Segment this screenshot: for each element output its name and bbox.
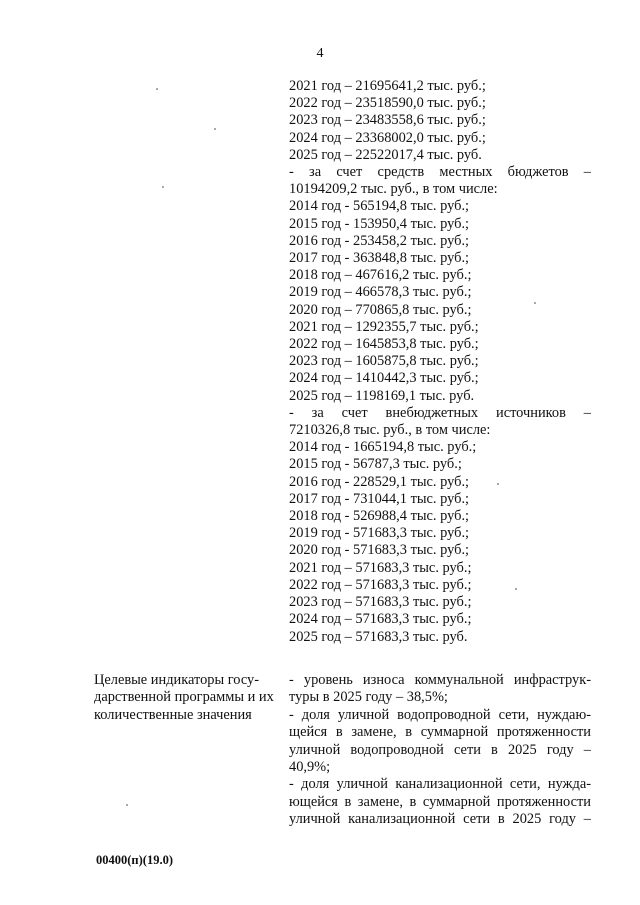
local-budget-year: 2022 год – 1645853,8 тыс. руб.; (289, 336, 479, 353)
indicator-line: 40,9%; (289, 759, 331, 776)
indicators-label-line: Целевые индикаторы госу- (94, 672, 260, 688)
document-code: 00400(п)(19.0) (96, 853, 173, 867)
funding-breakdown (289, 78, 591, 646)
funding-line: 2023 год – 23483558,6 тыс. руб.; (289, 112, 486, 129)
indicators-values (289, 672, 591, 829)
local-budget-year: 2017 год - 363848,8 тыс. руб.; (289, 250, 470, 267)
local-budget-year: 2020 год – 770865,8 тыс. руб.; (289, 301, 472, 318)
indicator-line: туры в 2025 году – 38,5%; (289, 689, 448, 706)
indicators-label-line: количественные значения (94, 706, 252, 723)
local-budget-year: 2019 год – 466578,3 тыс. руб.; (289, 284, 472, 301)
indicator-line: уличной канализационной сети в 2025 году – (289, 811, 591, 828)
funding-line: 2024 год – 23368002,0 тыс. руб.; (289, 129, 486, 146)
indicator-line: щейся в замене, в суммарной протяженности (289, 724, 591, 741)
indicator-line: - доля уличной канализационной сети, нужда- (289, 776, 591, 793)
extrabudgetary-year: 2018 год - 526988,4 тыс. руб.; (289, 508, 470, 525)
local-budget-year: 2025 год – 1198169,1 тыс. руб. (289, 387, 475, 404)
page-number: 4 (316, 46, 324, 61)
local-budgets-heading: - за счет средств местных бюджетов – (289, 164, 591, 181)
indicators-label-line: дарственной программы и их (94, 689, 274, 706)
extrabudgetary-heading: - за счет внебюджетных источников – (289, 404, 591, 421)
indicator-line: - доля уличной водопроводной сети, нуждаю- (289, 706, 591, 723)
extrabudgetary-year: 2020 год - 571683,3 тыс. руб.; (289, 542, 470, 559)
funding-line: 2025 год – 22522017,4 тыс. руб. (289, 146, 482, 163)
scan-speck (515, 588, 517, 590)
local-budget-year: 2024 год – 1410442,3 тыс. руб.; (289, 370, 479, 387)
local-budget-year: 2021 год – 1292355,7 тыс. руб.; (289, 318, 479, 335)
extrabudgetary-total: 7210326,8 тыс. руб., в том числе: (289, 422, 491, 439)
funding-line: 2022 год – 23518590,0 тыс. руб.; (289, 95, 486, 112)
indicator-line: ющейся в замене, в суммарной протяженности (289, 793, 591, 810)
extrabudgetary-year: 2014 год - 1665194,8 тыс. руб.; (289, 439, 477, 456)
extrabudgetary-year: 2019 год - 571683,3 тыс. руб.; (289, 525, 470, 542)
indicator-line: - уровень износа коммунальной инфраструк- (289, 672, 591, 688)
funding-line: 2021 год – 21695641,2 тыс. руб.; (289, 78, 486, 94)
local-budget-year: 2018 год – 467616,2 тыс. руб.; (289, 267, 472, 284)
extrabudgetary-year: 2015 год - 56787,3 тыс. руб.; (289, 456, 462, 473)
local-budget-year: 2014 год - 565194,8 тыс. руб.; (289, 198, 470, 215)
scan-speck (534, 302, 536, 304)
local-budget-year: 2016 год - 253458,2 тыс. руб.; (289, 232, 470, 249)
local-budgets-total: 10194209,2 тыс. руб., в том числе: (289, 181, 498, 198)
scan-speck (126, 804, 128, 806)
local-budget-year: 2015 год - 153950,4 тыс. руб.; (289, 215, 470, 232)
scan-speck (497, 483, 499, 485)
scan-speck (162, 186, 164, 188)
scan-speck (214, 128, 216, 130)
extrabudgetary-year: 2021 год – 571683,3 тыс. руб.; (289, 559, 472, 576)
extrabudgetary-year: 2024 год – 571683,3 тыс. руб.; (289, 611, 472, 628)
extrabudgetary-year: 2023 год – 571683,3 тыс. руб.; (289, 594, 472, 611)
extrabudgetary-year: 2022 год – 571683,3 тыс. руб.; (289, 576, 472, 593)
indicators-label (94, 672, 284, 724)
scan-speck (156, 88, 158, 90)
extrabudgetary-year: 2025 год – 571683,3 тыс. руб. (289, 628, 468, 645)
extrabudgetary-year: 2017 год - 731044,1 тыс. руб.; (289, 490, 470, 507)
local-budget-year: 2023 год – 1605875,8 тыс. руб.; (289, 353, 479, 370)
indicator-line: уличной водопроводной сети в 2025 году – (289, 741, 591, 758)
extrabudgetary-year: 2016 год - 228529,1 тыс. руб.; (289, 473, 470, 490)
